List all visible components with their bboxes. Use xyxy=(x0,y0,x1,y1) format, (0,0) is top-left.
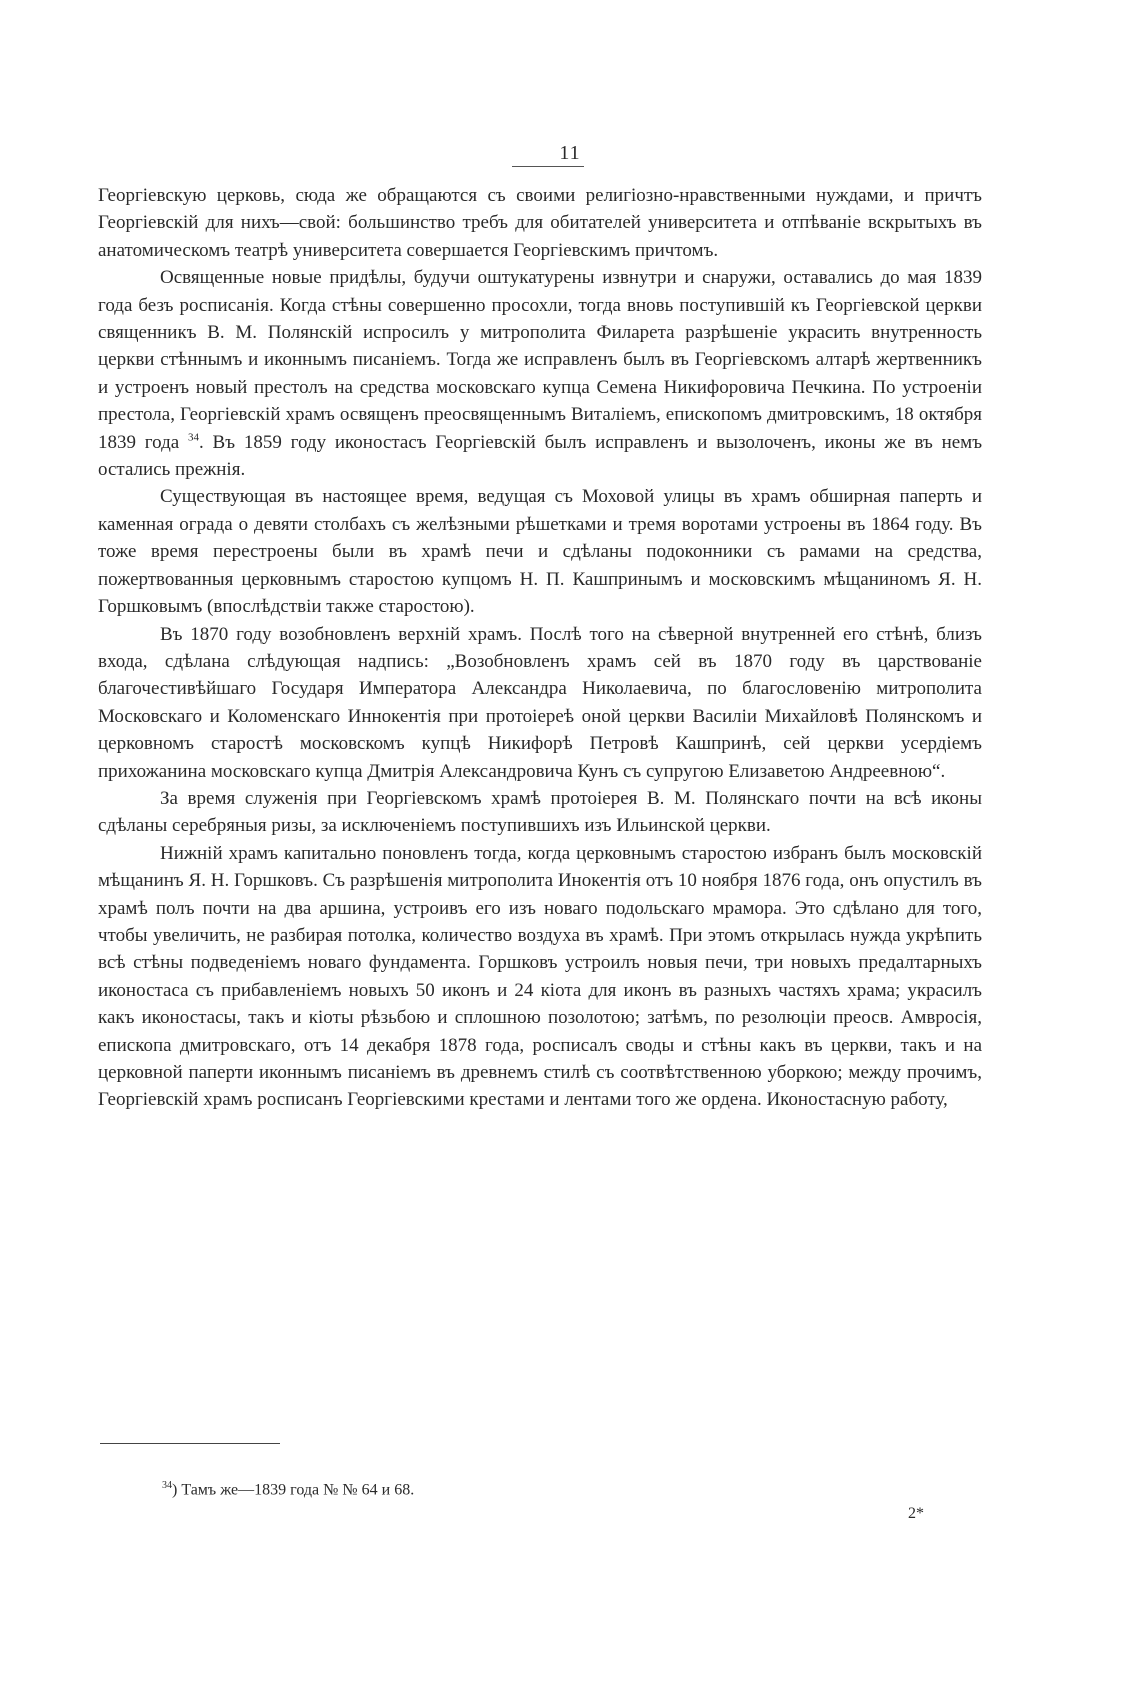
paragraph-2-tail: . Въ 1859 году иконостасъ Георгіевскій былъ исправленъ и вызолоченъ, иконы же въ немъ остались прежнія. xyxy=(98,431,983,481)
paragraph-5 xyxy=(98,785,982,840)
page-number-rule xyxy=(512,166,584,167)
paragraph-4-text: Въ 1870 году возобновленъ верхній храмъ. Послѣ того на сѣверной внутренней его стѣнѣ, близъ входа, сдѣлана слѣдующая надпись: „Возобновленъ храмъ сей въ 1870 году въ царствованіе благочестивѣйшаго Государя Императора Александра Николаевича, по благословенію митрополита Московскаго и Коломенскаго Иннокентія при протоіереѣ оной церкви Василіи Михайловѣ Полянскомъ и церковномъ старостѣ московскомъ купцѣ Никифорѣ Петровѣ Кашпринѣ, сей церкви усердіемъ прихожанина московскаго купца Дмитрія Александровича Кунъ съ супругою Елизаветою Андреевною“. xyxy=(98,623,982,782)
body-text xyxy=(98,182,982,1114)
footnote-text: ) Тамъ же—1839 года № № 64 и 68. xyxy=(172,1481,415,1499)
paragraph-3-text: Существующая въ настоящее время, ведущая съ Моховой улицы въ храмъ обширная паперть и каменная ограда о девяти столбахъ съ желѣзными рѣшетками и тремя воротами устроены въ 1864 году. Въ тоже время перестроены были въ храмѣ печи и сдѣланы подоконники съ рамами на средства, пожертвованныя церковнымъ старостою купцомъ Н. П. Кашпринымъ и московскимъ мѣщаниномъ Я. Н. Горшковымъ (впослѣдствіи также старостою). xyxy=(98,486,982,618)
paragraph-2-text: Освященные новые придѣлы, будучи оштукатурены извнутри и снаружи, оставались до мая 1839 года безъ росписанія. Когда стѣны совершенно просохли, тогда вновь поступившій къ Георгіевской церкви священникъ В. М. Полянскій испросилъ у митрополита Филарета разрѣшеніе украсить внутренность церкви стѣннымъ и иконнымъ писаніемъ. Тогда же исправленъ былъ въ Георгіевскомъ алтарѣ жертвенникъ и устроенъ новый престолъ на средства московскаго купца Семена Никифоровича Печкина. По устроеніи престола, Георгіевскій храмъ освященъ преосвященнымъ Виталіемъ, епископомъ дмитровскимъ, 18 октября 1839 года xyxy=(98,267,982,453)
footnote-marker: 34 xyxy=(162,1480,172,1491)
paragraph-2 xyxy=(98,264,982,483)
page-number: 11 xyxy=(559,142,581,164)
paragraph-6-text: Нижній храмъ капитально поновленъ тогда, когда церковнымъ старостою избранъ былъ московскій мѣщанинъ Я. Н. Горшковъ. Съ разрѣшенія митрополита Инокентія отъ 10 ноября 1876 года, онъ опустилъ въ храмѣ полъ почти на два аршина, устроивъ его изъ новаго подольскаго мрамора. Это сдѣлано для того, чтобы увеличить, не разбирая потолка, количество воздуха въ храмѣ. При этомъ открылась нужда укрѣпить всѣ стѣны подведеніемъ новаго фундамента. Горшковъ устроилъ новыя печи, три новыхъ предалтарныхъ иконостаса съ прибавленіемъ новыхъ 50 иконъ и 24 кіота для иконъ въ разныхъ частяхъ храма; украсилъ какъ иконостасы, такъ и кіоты рѣзьбою и сплошною позолотою; затѣмъ, по резолюціи преосв. Амвросія, епископа дмитровскаго, отъ 14 декабря 1878 года, росписалъ своды и стѣны какъ въ церкви, такъ и на церковной паперти иконнымъ писаніемъ въ древнемъ стилѣ съ соотвѣтственною уборкою; между прочимъ, Георгіевскій храмъ росписанъ Георгіевскими крестами и лентами того же ордена. Иконостасную работу, xyxy=(98,842,982,1111)
footnote xyxy=(162,1476,414,1500)
paragraph-6 xyxy=(98,840,982,1114)
paragraph-1-text: Георгіевскую церковь, сюда же обращаются съ своими религіозно-нравственными нуждами, и причтъ Георгіевскій для нихъ—свой: большинство требъ для обитателей университета и отпѣваніе вскрытыхъ въ анатомическомъ театрѣ университета совершается Георгіевскимъ причтомъ. xyxy=(98,185,982,261)
paragraph-5-text: За время служенія при Георгіевскомъ храмѣ протоіерея В. М. Полянскаго почти на всѣ иконы сдѣланы серебряныя ризы, за исключеніемъ поступившихъ изъ Ильинской церкви. xyxy=(98,787,982,837)
signature-mark: 2* xyxy=(908,1505,924,1522)
paragraph-1 xyxy=(98,182,982,264)
paragraph-4 xyxy=(98,621,982,785)
footnote-rule xyxy=(100,1443,280,1444)
paragraph-3 xyxy=(98,483,982,620)
footnote-reference: 34 xyxy=(187,431,199,444)
